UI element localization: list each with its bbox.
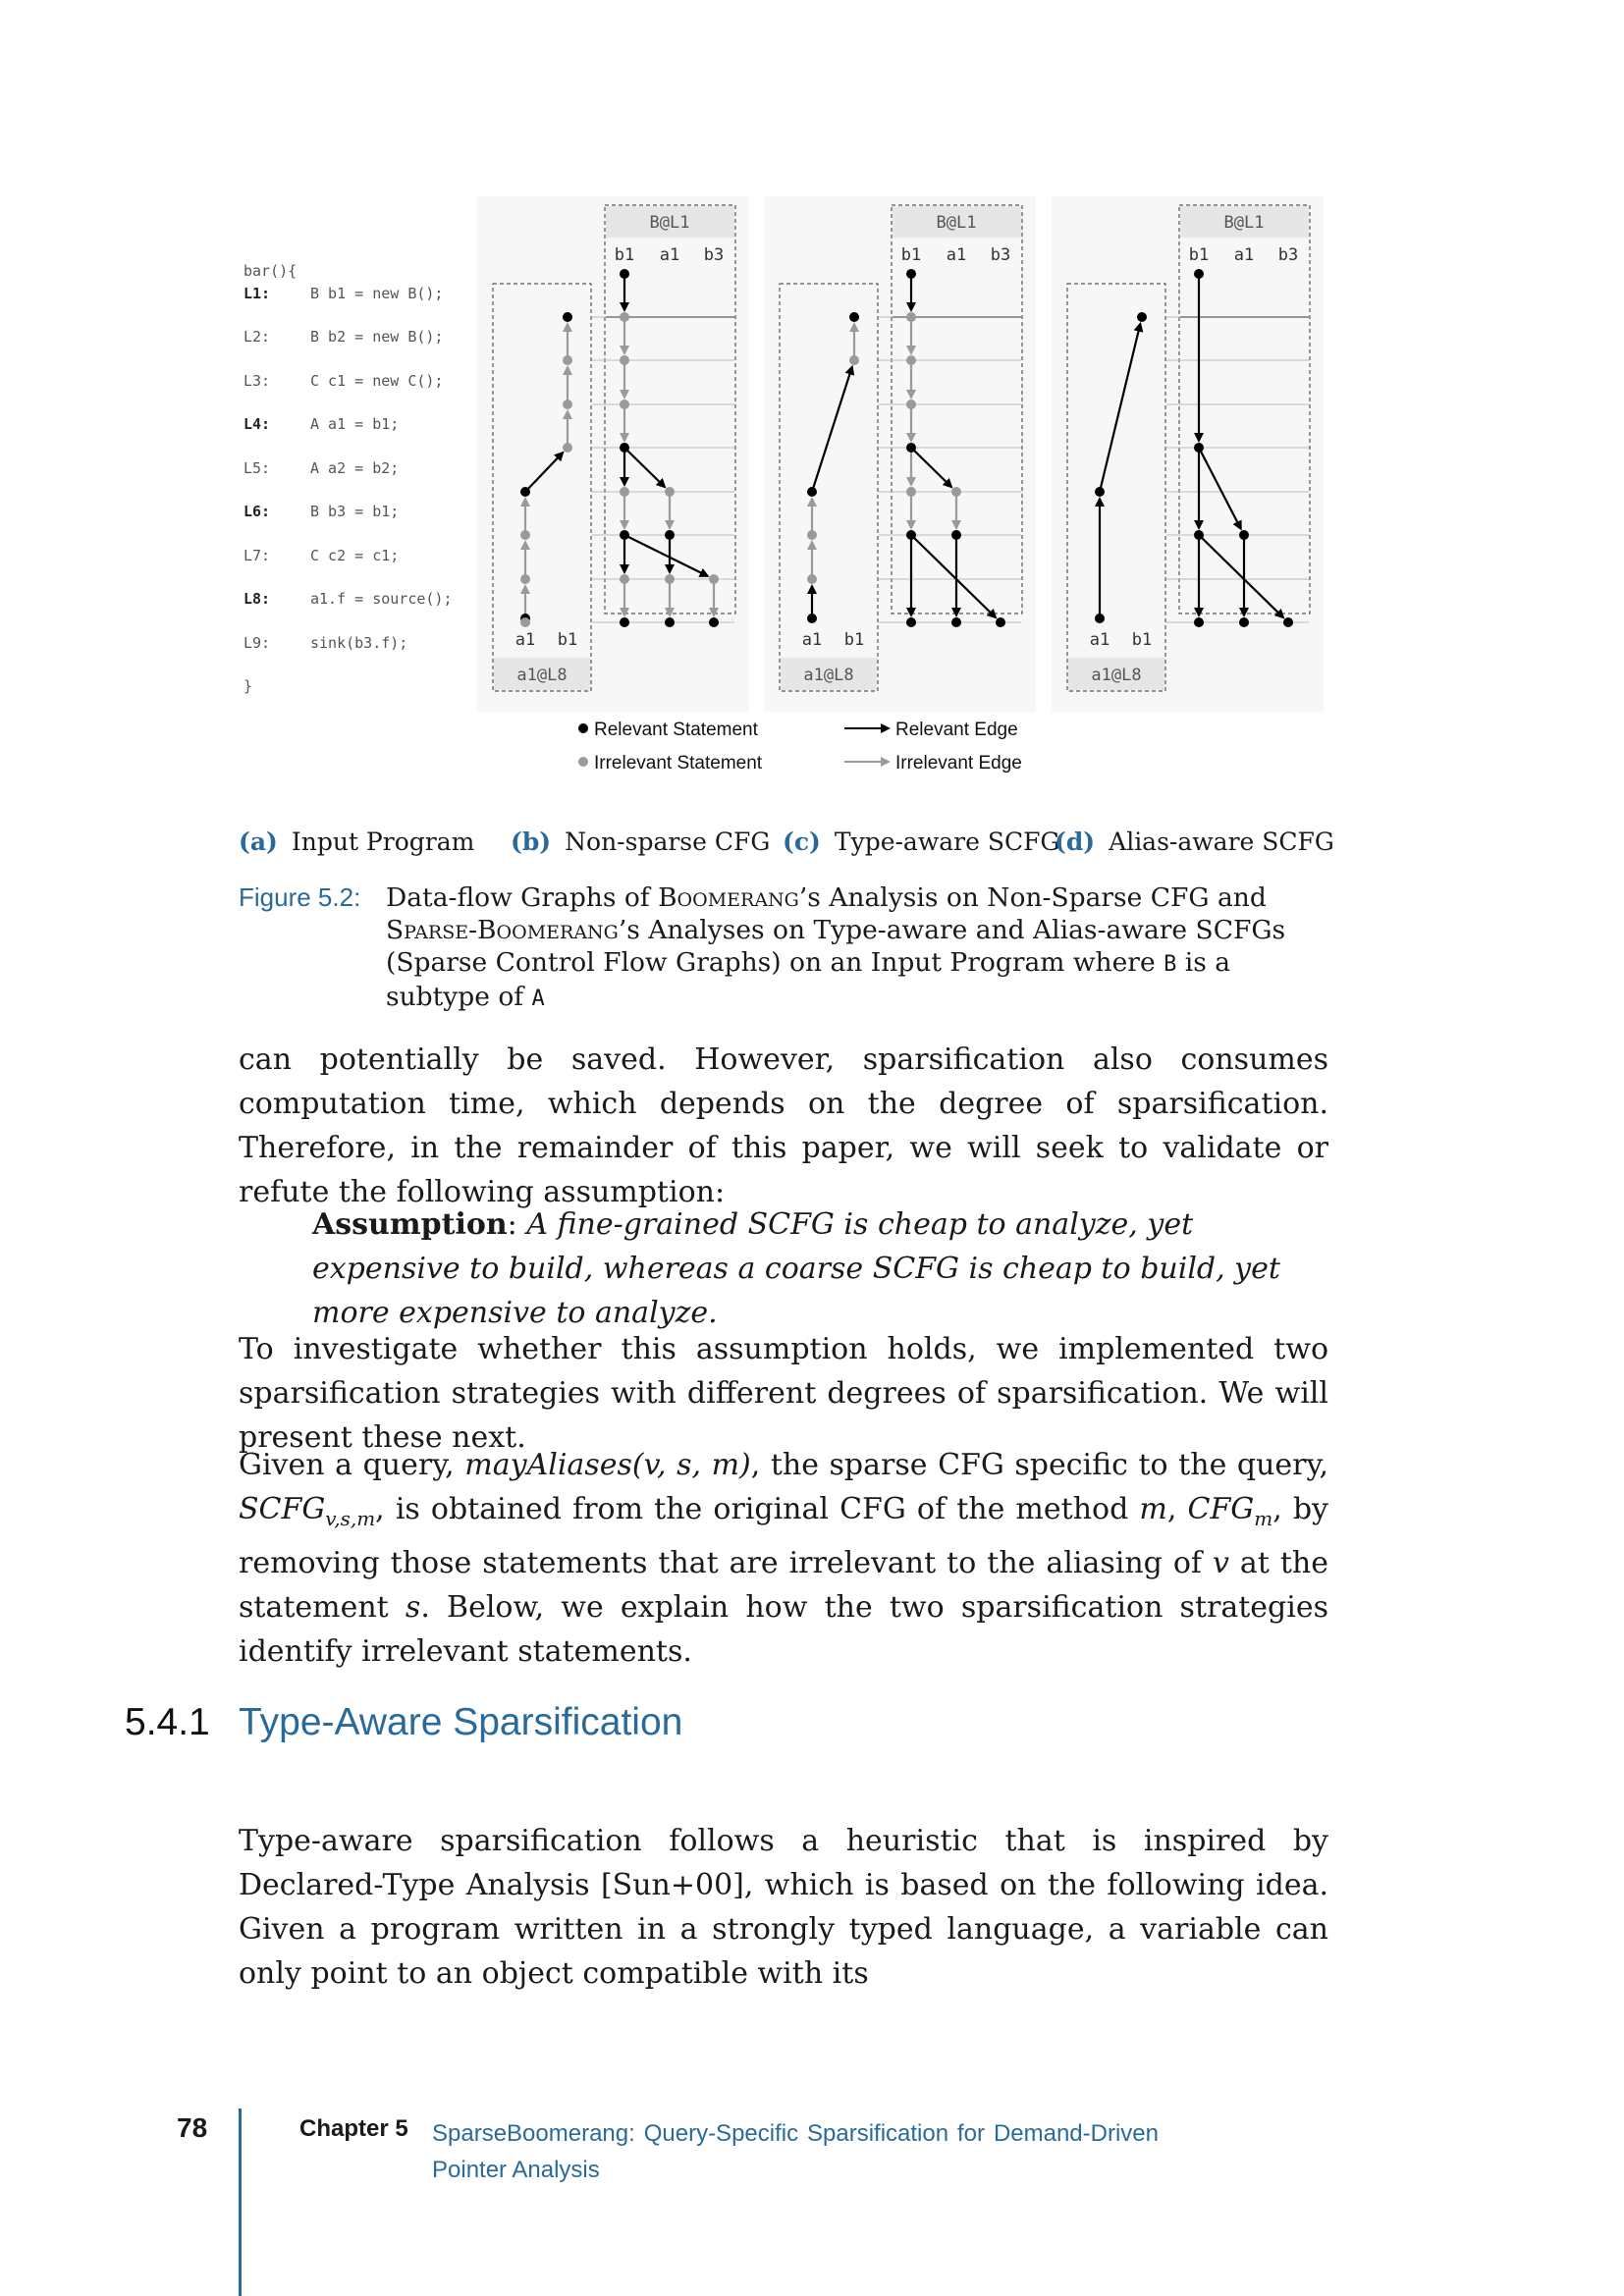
legend-irrelevant-statement: Irrelevant Statement [594, 753, 763, 774]
code-line-label: L4: [244, 415, 271, 433]
irrelevant-statement-node [563, 443, 572, 453]
subcaption-label: (c) [783, 828, 821, 856]
bottom-var-label: b1 [843, 630, 865, 650]
code-line: } [244, 677, 253, 695]
caption-text-part: is a subtype of [386, 947, 1231, 1012]
code-line [244, 285, 443, 302]
irrelevant-statement-node [807, 574, 817, 584]
irrelevant-statement-node [709, 574, 719, 584]
code-line-statement: B b3 = b1; [310, 503, 400, 520]
relevant-statement-node [1194, 269, 1204, 279]
variable-symbol: v [1213, 1546, 1229, 1580]
code-line-statement: A a2 = b2; [310, 459, 400, 477]
code-line-label: L6: [244, 503, 271, 520]
legend-relevant-edge: Relevant Edge [895, 720, 1018, 740]
input-program-code [244, 262, 453, 695]
relevant-statement-node [1194, 530, 1204, 540]
code-line-label: L8: [244, 590, 271, 608]
irrelevant-statement-node [620, 312, 629, 322]
top-var-label: a1 [946, 245, 967, 265]
top-var-label: b3 [1277, 245, 1299, 265]
text-part: , by removing those statements that are irrelevant to the aliasing of [239, 1492, 1328, 1580]
irrelevant-statement-node [906, 355, 916, 365]
irrelevant-statement-node [849, 355, 859, 365]
text-part: , [1166, 1492, 1188, 1526]
figure-5-2 [0, 0, 1624, 785]
legend-irrelevant-edge: Irrelevant Edge [895, 753, 1022, 774]
panel-b [477, 196, 749, 712]
relevant-statement-node [620, 443, 629, 453]
relevant-statement-node [906, 269, 916, 279]
relevant-statement-node [1283, 617, 1293, 627]
irrelevant-statement-node [563, 400, 572, 409]
bottom-var-label: a1 [801, 630, 823, 650]
relevant-statement-node [1137, 312, 1147, 322]
code-line [244, 634, 407, 652]
scfg-symbol: SCFG [239, 1492, 326, 1526]
irrelevant-statement-node [520, 617, 530, 627]
relevant-statement-node [807, 614, 817, 623]
relevant-statement-node [1194, 617, 1204, 627]
irrelevant-statement-node [520, 530, 530, 540]
subcaption-a [239, 828, 474, 856]
code-line-label: L9: [244, 634, 271, 652]
chapter-label: Chapter 5 [299, 2115, 408, 2142]
relevant-statement-node [520, 487, 530, 497]
code-line-label: L2: [244, 328, 271, 346]
code-line-label: L5: [244, 459, 271, 477]
subcaption-b [511, 828, 770, 856]
top-var-label: b3 [703, 245, 725, 265]
code-line-statement: a1.f = source(); [310, 590, 453, 608]
paragraph-1: can potentially be saved. However, sparsification also consumes computation time, which depends on the degree of sparsification. Therefore, in the remainder of this paper, we will seek to validate or refute the following assumption: [239, 1042, 1328, 1209]
relevant-statement-node [906, 443, 916, 453]
text-part: at the statement [239, 1546, 1328, 1625]
irrelevant-statement-node [665, 487, 675, 497]
irrelevant-statement-node [620, 487, 629, 497]
relevant-statement-node [1239, 530, 1249, 540]
caption-code-b: B [1164, 952, 1177, 977]
code-line-statement: C c1 = new C(); [310, 372, 444, 390]
page-number: 78 [177, 2112, 208, 2143]
relevant-statement-node [709, 617, 719, 627]
relevant-statement-node [665, 530, 675, 540]
code-line: bar(){ [244, 262, 298, 280]
scfg-subscript: v,s,m [325, 1507, 376, 1530]
panel-c [764, 196, 1036, 712]
code-line [244, 328, 443, 346]
text-part: , the sparse CFG specific to the query, [750, 1448, 1329, 1482]
bottom-box-label: a1@L8 [803, 666, 854, 685]
relevant-statement-node [951, 530, 961, 540]
irrelevant-statement-node [620, 400, 629, 409]
relevant-statement-node [563, 312, 572, 322]
bottom-var-label: a1 [1089, 630, 1110, 650]
relevant-statement-node [849, 312, 859, 322]
code-line [244, 415, 399, 433]
caption-text-part: ’s Analyses on Type-aware and Alias-aware SCFGs (Sparse Control Flow Graphs) on an Input Program where [386, 915, 1286, 978]
caption-code-a: A [531, 987, 545, 1011]
caption-boomerang: Boomerang [658, 882, 799, 913]
bottom-var-label: b1 [1131, 630, 1153, 650]
irrelevant-statement-node [906, 487, 916, 497]
bottom-var-label: b1 [557, 630, 578, 650]
bottom-var-label: a1 [514, 630, 536, 650]
subcaption-text: Input Program [291, 828, 475, 856]
figure-caption [239, 881, 1328, 1015]
irrelevant-statement-node [906, 312, 916, 322]
relevant-statement-node [665, 617, 675, 627]
relevant-statement-node [807, 487, 817, 497]
irrelevant-statement-node [665, 574, 675, 584]
top-var-label: a1 [1233, 245, 1255, 265]
legend-relevant-statement: Relevant Statement [594, 720, 758, 740]
code-line-label: L7: [244, 547, 271, 564]
cfg-symbol: CFG [1187, 1492, 1255, 1526]
relevant-statement-node [906, 617, 916, 627]
relevant-statement-node [620, 530, 629, 540]
query-args: (v, s, m) [631, 1448, 751, 1482]
assumption-label: Assumption [312, 1207, 508, 1242]
relevant-statement-node [1095, 614, 1105, 623]
graph-panels [477, 196, 1324, 712]
query-name: mayAliases [464, 1448, 632, 1482]
code-line-statement: B b1 = new B(); [310, 285, 444, 302]
irrelevant-statement-node [807, 530, 817, 540]
relevant-statement-marker [578, 723, 588, 733]
relevant-statement-node [1194, 443, 1204, 453]
code-line [244, 547, 399, 564]
relevant-statement-node [620, 617, 629, 627]
assumption-text: A fine-grained SCFG is cheap to analyze, yet expensive to build, whereas a coarse SCFG is cheap to build, yet more expensive to analyze. [312, 1207, 1280, 1330]
subcaption-text: Non-sparse CFG [565, 828, 771, 856]
irrelevant-statement-node [906, 400, 916, 409]
code-line-label: L3: [244, 372, 271, 390]
caption-text-part: Data-flow Graphs of [386, 882, 659, 913]
top-var-label: b1 [614, 245, 635, 265]
code-line-label: L1: [244, 285, 271, 302]
paragraph-4: Type-aware sparsification follows a heuristic that is inspired by Declared-Type Analysis [Sun+00], which is based on the following idea. Given a program written in a strongly typed language, a variable can only point to an object compatible with its [239, 1824, 1328, 1991]
paragraph-2: To investigate whether this assumption holds, we implemented two sparsification strategies with different degrees of sparsification. We will present these next. [239, 1332, 1328, 1455]
code-line [244, 590, 453, 608]
figure-caption-text [386, 881, 1328, 1015]
bottom-box-label: a1@L8 [516, 666, 568, 685]
figure-caption-label: Figure 5.2: [239, 882, 361, 912]
top-var-label: a1 [659, 245, 680, 265]
section-number: 5.4.1 [125, 1701, 210, 1743]
relevant-statement-node [1239, 617, 1249, 627]
relevant-statement-node [996, 617, 1005, 627]
irrelevant-statement-marker [578, 757, 588, 767]
caption-sparseboomerang: Sparse-Boomerang [386, 915, 619, 945]
code-line [244, 459, 399, 477]
assumption-block [312, 1202, 1328, 1335]
irrelevant-statement-node [620, 355, 629, 365]
text-part: , is obtained from the original CFG of the method [375, 1492, 1140, 1526]
top-box-label: B@L1 [936, 213, 977, 233]
relevant-statement-node [620, 269, 629, 279]
top-var-label: b1 [900, 245, 922, 265]
footer-rule [239, 2109, 242, 2296]
subcaption-text: Type-aware SCFG [834, 828, 1060, 856]
paragraph-3 [239, 1443, 1328, 1674]
relevant-statement-node [1095, 487, 1105, 497]
subcaption-d [1055, 828, 1334, 856]
top-box-label: B@L1 [1223, 213, 1265, 233]
code-line [244, 372, 443, 390]
assumption-separator: : [507, 1207, 527, 1242]
irrelevant-statement-node [620, 574, 629, 584]
method-symbol: m [1139, 1492, 1167, 1526]
caption-text-part: ’s Analysis on Non-Sparse CFG and [798, 882, 1267, 913]
code-line-statement: C c2 = c1; [310, 547, 400, 564]
chapter-title: SparseBoomerang: Query-Specific Sparsification for Demand-Driven Pointer Analysis [432, 2120, 1159, 2183]
irrelevant-statement-node [520, 574, 530, 584]
top-box-label: B@L1 [649, 213, 690, 233]
cfg-subscript: m [1254, 1507, 1273, 1530]
code-line-statement: B b2 = new B(); [310, 328, 444, 346]
irrelevant-statement-node [563, 355, 572, 365]
statement-symbol: s [405, 1590, 421, 1625]
subcaption-label: (d) [1055, 828, 1096, 856]
section-title: Type-Aware Sparsification [239, 1701, 683, 1743]
code-line-statement: A a1 = b1; [310, 415, 400, 433]
code-line [244, 503, 399, 520]
top-var-label: b1 [1188, 245, 1210, 265]
bottom-box-label: a1@L8 [1091, 666, 1142, 685]
relevant-statement-node [951, 617, 961, 627]
code-line-statement: sink(b3.f); [310, 634, 408, 652]
text-part: . Below, we explain how the two sparsification strategies identify irrelevant statements. [239, 1590, 1328, 1669]
subcaption-c [783, 828, 1059, 856]
subcaption-label: (a) [239, 828, 278, 856]
legend [578, 720, 1022, 774]
relevant-statement-node [906, 530, 916, 540]
text-part: Given a query, [239, 1448, 465, 1482]
panel-d [1052, 196, 1324, 712]
subcaption-label: (b) [511, 828, 552, 856]
subcaption-text: Alias-aware SCFG [1109, 828, 1334, 856]
top-var-label: b3 [990, 245, 1011, 265]
irrelevant-statement-node [951, 487, 961, 497]
